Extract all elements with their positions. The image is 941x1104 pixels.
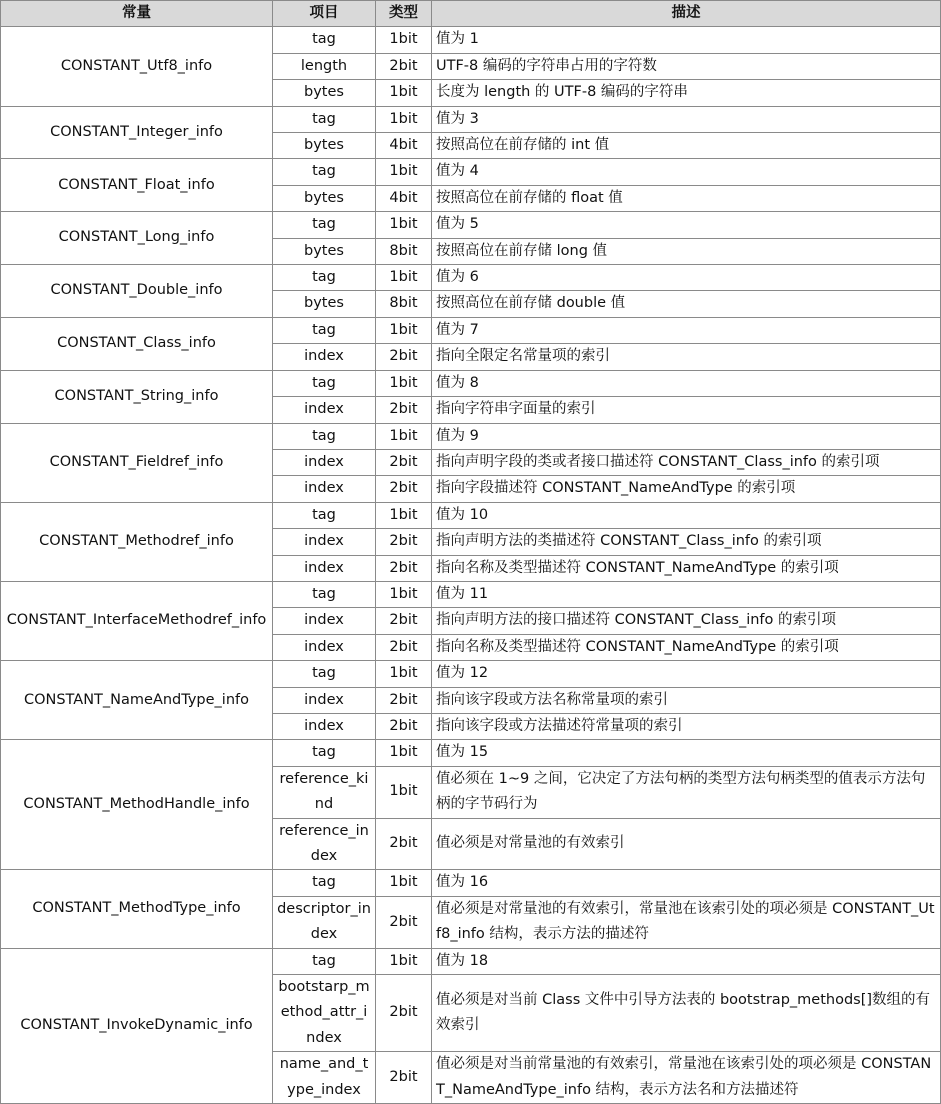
description-cell: 按照高位在前存储的 float 值 [432, 185, 941, 211]
item-cell: tag [273, 159, 376, 185]
type-cell: 1bit [376, 80, 432, 106]
type-cell: 2bit [376, 476, 432, 502]
header-item: 项目 [273, 1, 376, 27]
description-cell: 指向字符串字面量的索引 [432, 397, 941, 423]
constant-name-cell: CONSTANT_Long_info [1, 212, 273, 265]
description-cell: 值必须是对当前常量池的有效索引，常量池在该索引处的项必须是 CONSTANT_NameAndType_info 结构，表示方法名和方法描述符 [432, 1052, 941, 1104]
constant-name-cell: CONSTANT_Utf8_info [1, 27, 273, 106]
description-cell: 值为 16 [432, 870, 941, 896]
type-cell: 1bit [376, 870, 432, 896]
type-cell: 1bit [376, 502, 432, 528]
description-cell: 指向名称及类型描述符 CONSTANT_NameAndType 的索引项 [432, 634, 941, 660]
description-cell: 按照高位在前存储的 int 值 [432, 133, 941, 159]
item-cell: reference_kind [273, 766, 376, 818]
description-cell: 指向全限定名常量项的索引 [432, 344, 941, 370]
description-cell: 值为 4 [432, 159, 941, 185]
table-row [1, 502, 941, 528]
type-cell: 8bit [376, 291, 432, 317]
type-cell: 4bit [376, 133, 432, 159]
description-cell: 值为 1 [432, 27, 941, 53]
constant-name-cell: CONSTANT_Double_info [1, 265, 273, 318]
item-cell: index [273, 555, 376, 581]
type-cell: 8bit [376, 238, 432, 264]
constant-name-cell: CONSTANT_MethodType_info [1, 870, 273, 948]
table-row [1, 423, 941, 449]
type-cell: 1bit [376, 317, 432, 343]
description-cell: 值为 15 [432, 740, 941, 766]
type-cell: 2bit [376, 687, 432, 713]
type-cell: 1bit [376, 581, 432, 607]
item-cell: tag [273, 212, 376, 238]
type-cell: 2bit [376, 634, 432, 660]
type-cell: 1bit [376, 265, 432, 291]
constant-name-cell: CONSTANT_MethodHandle_info [1, 740, 273, 870]
type-cell: 1bit [376, 423, 432, 449]
type-cell: 1bit [376, 766, 432, 818]
item-cell: tag [273, 948, 376, 974]
header-constant: 常量 [1, 1, 273, 27]
type-cell: 2bit [376, 818, 432, 870]
type-cell: 1bit [376, 106, 432, 132]
item-cell: tag [273, 265, 376, 291]
description-cell: 值必须是对常量池的有效索引 [432, 818, 941, 870]
item-cell: index [273, 634, 376, 660]
table-row [1, 317, 941, 343]
description-cell: 指向该字段或方法描述符常量项的索引 [432, 713, 941, 739]
type-cell: 1bit [376, 212, 432, 238]
type-cell: 1bit [376, 661, 432, 687]
table-row [1, 27, 941, 53]
item-cell: index [273, 476, 376, 502]
item-cell: tag [273, 502, 376, 528]
table-row [1, 948, 941, 974]
type-cell: 2bit [376, 449, 432, 475]
type-cell: 1bit [376, 27, 432, 53]
table-row [1, 265, 941, 291]
description-cell: 值为 12 [432, 661, 941, 687]
item-cell: bytes [273, 80, 376, 106]
table-row [1, 370, 941, 396]
table-row [1, 661, 941, 687]
item-cell: bootstarp_method_attr_index [273, 975, 376, 1052]
type-cell: 4bit [376, 185, 432, 211]
description-cell: 指向声明方法的接口描述符 CONSTANT_Class_info 的索引项 [432, 608, 941, 634]
description-cell: 指向该字段或方法名称常量项的索引 [432, 687, 941, 713]
description-cell: 指向声明字段的类或者接口描述符 CONSTANT_Class_info 的索引项 [432, 449, 941, 475]
type-cell: 2bit [376, 397, 432, 423]
item-cell: bytes [273, 238, 376, 264]
table-row [1, 581, 941, 607]
table-row [1, 740, 941, 766]
description-cell: 指向声明方法的类描述符 CONSTANT_Class_info 的索引项 [432, 529, 941, 555]
constant-name-cell: CONSTANT_String_info [1, 370, 273, 423]
table-row [1, 870, 941, 896]
constant-name-cell: CONSTANT_Fieldref_info [1, 423, 273, 502]
item-cell: index [273, 397, 376, 423]
constant-name-cell: CONSTANT_NameAndType_info [1, 661, 273, 740]
description-cell: 长度为 length 的 UTF-8 编码的字符串 [432, 80, 941, 106]
description-cell: 值为 9 [432, 423, 941, 449]
type-cell: 2bit [376, 975, 432, 1052]
item-cell: tag [273, 423, 376, 449]
type-cell: 1bit [376, 740, 432, 766]
type-cell: 2bit [376, 53, 432, 79]
item-cell: index [273, 713, 376, 739]
description-cell: 值为 5 [432, 212, 941, 238]
description-cell: 值为 11 [432, 581, 941, 607]
item-cell: index [273, 449, 376, 475]
item-cell: tag [273, 581, 376, 607]
constant-name-cell: CONSTANT_Methodref_info [1, 502, 273, 581]
item-cell: tag [273, 740, 376, 766]
table-row [1, 159, 941, 185]
item-cell: index [273, 529, 376, 555]
description-cell: UTF-8 编码的字符串占用的字符数 [432, 53, 941, 79]
item-cell: index [273, 608, 376, 634]
description-cell: 值为 10 [432, 502, 941, 528]
item-cell: name_and_type_index [273, 1052, 376, 1104]
header-type: 类型 [376, 1, 432, 27]
item-cell: descriptor_index [273, 896, 376, 948]
constant-name-cell: CONSTANT_InvokeDynamic_info [1, 948, 273, 1103]
item-cell: index [273, 687, 376, 713]
type-cell: 2bit [376, 529, 432, 555]
constant-name-cell: CONSTANT_Class_info [1, 317, 273, 370]
table-row [1, 106, 941, 132]
description-cell: 按照高位在前存储 long 值 [432, 238, 941, 264]
description-cell: 值必须是对常量池的有效索引，常量池在该索引处的项必须是 CONSTANT_Utf8_info 结构，表示方法的描述符 [432, 896, 941, 948]
item-cell: tag [273, 106, 376, 132]
item-cell: length [273, 53, 376, 79]
item-cell: tag [273, 870, 376, 896]
type-cell: 2bit [376, 1052, 432, 1104]
description-cell: 值为 18 [432, 948, 941, 974]
header-row [1, 1, 941, 27]
description-cell: 按照高位在前存储 double 值 [432, 291, 941, 317]
description-cell: 值为 8 [432, 370, 941, 396]
item-cell: tag [273, 661, 376, 687]
item-cell: tag [273, 317, 376, 343]
description-cell: 值必须在 1~9 之间，它决定了方法句柄的类型方法句柄类型的值表示方法句柄的字节码行为 [432, 766, 941, 818]
type-cell: 2bit [376, 713, 432, 739]
header-description: 描述 [432, 1, 941, 27]
item-cell: tag [273, 370, 376, 396]
type-cell: 2bit [376, 608, 432, 634]
type-cell: 1bit [376, 370, 432, 396]
description-cell: 值必须是对当前 Class 文件中引导方法表的 bootstrap_methods[]数组的有效索引 [432, 975, 941, 1052]
item-cell: bytes [273, 185, 376, 211]
item-cell: bytes [273, 133, 376, 159]
item-cell: tag [273, 27, 376, 53]
item-cell: bytes [273, 291, 376, 317]
constant-name-cell: CONSTANT_InterfaceMethodref_info [1, 581, 273, 660]
description-cell: 指向名称及类型描述符 CONSTANT_NameAndType 的索引项 [432, 555, 941, 581]
type-cell: 1bit [376, 948, 432, 974]
type-cell: 2bit [376, 555, 432, 581]
description-cell: 值为 3 [432, 106, 941, 132]
item-cell: index [273, 344, 376, 370]
description-cell: 值为 6 [432, 265, 941, 291]
table-row [1, 212, 941, 238]
constant-name-cell: CONSTANT_Integer_info [1, 106, 273, 159]
constant-name-cell: CONSTANT_Float_info [1, 159, 273, 212]
type-cell: 2bit [376, 896, 432, 948]
description-cell: 指向字段描述符 CONSTANT_NameAndType 的索引项 [432, 476, 941, 502]
type-cell: 1bit [376, 159, 432, 185]
item-cell: reference_index [273, 818, 376, 870]
type-cell: 2bit [376, 344, 432, 370]
description-cell: 值为 7 [432, 317, 941, 343]
